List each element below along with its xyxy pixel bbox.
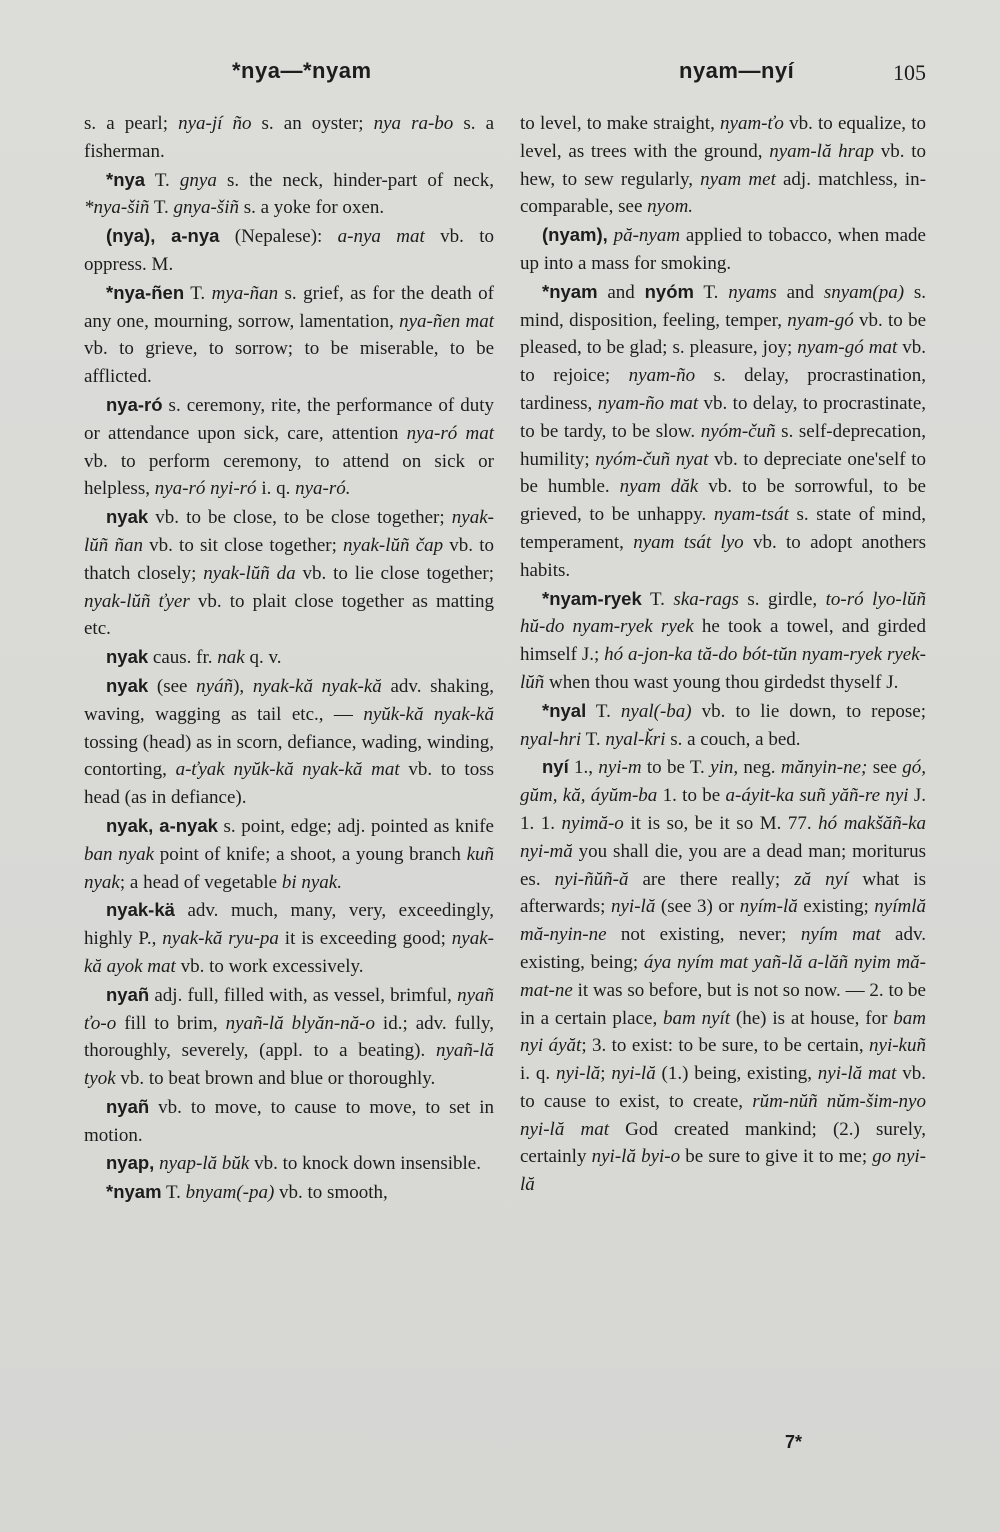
- entry-text: ; a head of vegetable: [119, 871, 282, 893]
- entry-term: nyam dăk: [619, 476, 699, 498]
- entry-term: bam nyi áyăt: [520, 1007, 926, 1057]
- entry-text: (see: [148, 675, 197, 697]
- dictionary-entry: [84, 503, 494, 643]
- entry-text: J. 1. 1.: [520, 785, 926, 834]
- entry-text: neg.: [738, 757, 781, 779]
- entry-text: i. q.: [256, 478, 296, 500]
- entry-text: T.: [145, 169, 180, 191]
- entry-term: nyak-kă nyak-kă: [252, 675, 382, 697]
- entry-text: it is exceeding good;: [278, 928, 452, 950]
- entry-text: caus. fr.: [148, 647, 218, 669]
- right-column: [520, 110, 926, 1199]
- entry-text: (Nepalese):: [219, 226, 338, 248]
- entry-text: vb. to work excessively.: [175, 955, 364, 977]
- entry-text: T.: [161, 1182, 186, 1204]
- entry-headword: *nyal: [542, 699, 587, 721]
- dictionary-entry: [84, 812, 494, 896]
- entry-text: to be T.: [641, 757, 711, 779]
- entry-text: be sure to give it to me;: [680, 1146, 873, 1168]
- entry-term: nyañ ťo-o: [84, 984, 494, 1034]
- dictionary-entry: [84, 981, 494, 1093]
- entry-text: it is so, be it so M. 77.: [623, 812, 819, 834]
- running-head-right: nyam—nyí: [679, 58, 795, 83]
- entry-term: nya-ñen mat: [399, 310, 494, 332]
- entry-term: mănyin-ne;: [780, 757, 868, 779]
- entry-term: nyak-lŭñ čap: [343, 534, 444, 556]
- entry-term: nyóm-čuñ nyat: [595, 448, 709, 470]
- entry-text: vb. to grieve, to sorrow; to be miserable, to be afflicted.: [84, 338, 494, 388]
- dictionary-entry: [84, 672, 494, 812]
- entry-text: vb. to sit close together;: [142, 534, 344, 556]
- dictionary-entry: [520, 278, 926, 585]
- entry-headword: nyak: [106, 506, 149, 528]
- entry-headword: nyañ: [106, 983, 150, 1005]
- entry-text: vb. to move, to cause to move, to set in motion.: [84, 1096, 494, 1146]
- dictionary-entry: [84, 1093, 494, 1150]
- entry-text: what is afterwards;: [520, 868, 926, 918]
- entry-text: adj. full, filled with, as vessel, brimful,: [149, 984, 458, 1006]
- entry-term: nyal-hri: [520, 728, 582, 750]
- entry-term: nyi-lă byi-o: [591, 1146, 681, 1168]
- entry-term: nya ra-bo: [373, 113, 454, 134]
- dictionary-entry: [520, 110, 926, 221]
- entry-text: s. a couch, a bed.: [665, 728, 801, 750]
- dictionary-entry: [84, 110, 494, 166]
- entry-headword: nyak: [106, 674, 149, 696]
- entry-text: vb. to cause to exist, to create,: [520, 1063, 927, 1112]
- entry-headword: nyak-kä: [106, 899, 175, 921]
- entry-term: gnya-šiñ: [173, 197, 239, 219]
- entry-term: nyi-lă: [611, 896, 656, 918]
- entry-term: nyi-ñŭñ-ă: [554, 868, 629, 890]
- entry-text: T.: [586, 700, 621, 722]
- entry-term: nyak-lŭñ ñan: [84, 507, 494, 556]
- entry-term: ska-rags: [673, 588, 739, 610]
- entry-headword: *nya: [106, 168, 146, 190]
- entry-text: vb. to smooth,: [274, 1182, 388, 1204]
- entry-headword: nyak, a-nyak: [106, 814, 218, 836]
- entry-text: vb. to be sorrowful, to be grieved, to be unhappy.: [520, 476, 926, 526]
- entry-text: q. v.: [244, 647, 282, 669]
- entry-term: mya-ñan: [211, 282, 279, 304]
- entry-term: nyak-kă ayok mat: [84, 928, 494, 977]
- entry-text: s. state of mind, temperament,: [520, 504, 926, 553]
- entry-headword: (nya), a-nya: [106, 225, 220, 247]
- entry-term: nyam-ño mat: [597, 392, 699, 414]
- entry-text: God created mankind; (2.) surely, certainly: [520, 1118, 926, 1168]
- entry-term: go nyi-lă: [520, 1146, 926, 1196]
- entry-text: vb. to hew, to sew regularly,: [520, 140, 927, 190]
- entry-text: s. a fisherman.: [84, 113, 495, 162]
- dictionary-entry: [520, 697, 926, 754]
- entry-term: nya-ró nyi-ró: [154, 478, 257, 500]
- entry-text: vb. to rejoice;: [520, 337, 927, 387]
- entry-text: existing;: [797, 896, 875, 918]
- entry-text: vb. to beat brown and blue or thoroughly.: [115, 1068, 436, 1090]
- entry-text: vb. to be pleased, to be glad; s. pleasure, joy;: [520, 309, 927, 359]
- entry-text: fill to brim,: [116, 1012, 226, 1034]
- entry-text: id.; adv. fully, thoroughly, severely, (appl. to a beating).: [84, 1012, 494, 1062]
- entry-text: are there really;: [628, 868, 795, 890]
- entry-text: T.: [581, 728, 606, 750]
- entry-term: nyi-kuñ: [869, 1035, 926, 1057]
- entry-term: nyam tsát lyo: [633, 531, 744, 553]
- entry-text: ; 3. to exist: to be sure, to be certain,: [581, 1035, 870, 1057]
- entry-term: nyím mat: [800, 924, 881, 946]
- entry-text: adv. much, many, very, exceedingly, highly P.,: [84, 900, 494, 950]
- entry-text: s. an oyster;: [251, 113, 374, 134]
- entry-text: T.: [693, 281, 729, 303]
- entry-term: nyañ-lă blyăn-nă-o: [225, 1012, 375, 1034]
- entry-term: nyam met: [700, 168, 776, 190]
- entry-term: nyi-lă: [555, 1063, 601, 1085]
- entry-term: nyap-lă bŭk: [159, 1153, 250, 1175]
- entry-term: ban nyak: [84, 843, 155, 865]
- entry-term: nyam-gó: [787, 309, 854, 331]
- entry-term: áya nyím mat yañ-lă a-lăñ nyim mă-mat-ne: [520, 951, 927, 1001]
- dictionary-entry: [84, 391, 494, 503]
- entry-text: it was so before, but is not so now. — 2. to be in a certain place,: [520, 979, 926, 1029]
- entry-term: nyi-m: [598, 757, 642, 779]
- entry-term: rŭm-nŭñ nŭm-šim-nyo nyi-lă mat: [520, 1090, 926, 1140]
- entry-text: T.: [149, 197, 174, 219]
- entry-text: 1. to be: [657, 785, 726, 807]
- entry-text: T.: [184, 282, 212, 304]
- dictionary-entry: [520, 753, 926, 1199]
- entry-term: hó a-jon-ka tă-do bót-tŭn nyam-ryek ryek-lŭñ: [520, 644, 926, 693]
- entry-term: to-ró lyo-lŭñ hŭ-do nyam-ryek ryek: [520, 588, 926, 638]
- entry-term: nyŭk-kă nyak-kă: [363, 703, 494, 725]
- entry-text: adv. existing, being;: [520, 924, 927, 973]
- entry-text: tossing (head) as in scorn, defiance, wading, winding, contorting,: [84, 731, 494, 781]
- entry-text: when thou wast young thou girdedst thyself J.: [544, 671, 899, 693]
- entry-text: s. grief, as for the death of any one, mourning, sorrow, lamentation,: [84, 282, 494, 332]
- entry-text: vb. to knock down insensible.: [249, 1153, 481, 1175]
- entry-headword: (nyam),: [542, 224, 608, 246]
- entry-headword: *nyam: [106, 1181, 162, 1203]
- entry-term: bnyam(-pa): [185, 1182, 275, 1204]
- entry-headword: nyak: [106, 646, 149, 668]
- dictionary-entry: [84, 222, 494, 279]
- entry-text: 1.,: [568, 757, 599, 779]
- entry-term: nak: [217, 647, 245, 669]
- entry-term: pă-nyam: [613, 225, 681, 247]
- entry-term: nyóm-čuñ: [700, 420, 776, 442]
- entry-headword: nyí: [542, 756, 569, 778]
- entry-text: he took a towel, and girded himself J.;: [520, 616, 926, 666]
- entry-term: nyam-ťo: [720, 113, 784, 134]
- entry-term: nyam-tsát: [713, 504, 789, 526]
- entry-term: nyáñ: [196, 675, 234, 697]
- entry-headword: *nya-ñen: [106, 281, 185, 303]
- dictionary-entry: [84, 896, 494, 980]
- entry-text: vb. to adopt anothers habits.: [520, 531, 926, 581]
- running-head-left: *nya—*nyam: [232, 58, 372, 83]
- entry-text: ;: [600, 1063, 612, 1085]
- entry-text: s. self-deprecation, humility;: [520, 420, 926, 470]
- entry-term: ză nyí: [794, 868, 849, 890]
- entry-term: a-áyit-ka suñ yăñ-re nyi: [725, 785, 909, 807]
- entry-term: nyom.: [647, 196, 694, 218]
- entry-term: a-ťyak nyŭk-kă nyak-kă mat: [175, 759, 400, 781]
- entry-term: nyak-lŭñ da: [203, 562, 296, 584]
- dictionary-entry: [520, 585, 926, 697]
- entry-term: nyimă-o: [561, 812, 624, 834]
- entry-text: vb. to depreciate one'self to be humble.: [520, 448, 926, 498]
- entry-text: (see 3) or: [655, 896, 740, 918]
- entry-text: vb. to toss head (as in defiance).: [84, 759, 494, 809]
- entry-term: a-nya mat: [337, 226, 425, 248]
- entry-text: (1.) being, existing,: [655, 1063, 818, 1085]
- entry-text: see: [867, 757, 903, 779]
- entry-term: nyams: [728, 281, 777, 303]
- entry-text: vb. to delay, to procrastinate, to be tardy, to be slow.: [520, 392, 926, 442]
- entry-term: nyam-gó mat: [797, 337, 898, 359]
- entry-text: vb. to plait close together as matting etc.: [84, 590, 494, 640]
- entry-term: snyam(pa): [823, 281, 905, 303]
- entry-text: s. mind, disposition, feeling, temper,: [520, 281, 927, 331]
- entry-term: gnya: [179, 169, 217, 191]
- entry-text: s. ceremony, rite, the performance of duty or attendance upon sick, care, attention: [84, 394, 494, 444]
- entry-term: nyím-lă: [739, 896, 798, 918]
- entry-text: and: [597, 281, 645, 303]
- entry-text: vb. to perform ceremony, to attend on sick or helpless,: [84, 450, 494, 500]
- entry-headword: nya-ró: [106, 393, 163, 415]
- entry-term: nyañ-lă tyok: [84, 1040, 494, 1090]
- entry-headword: *nyam: [542, 280, 598, 302]
- entry-text: and: [776, 281, 824, 303]
- entry-term: yin,: [710, 757, 739, 779]
- entry-text: (he) is at house, for: [730, 1007, 894, 1029]
- entry-text: vb. to lie down, to repose;: [691, 700, 926, 722]
- entry-term: nyak-lŭñ ťyer: [84, 590, 190, 612]
- dictionary-entry: [520, 221, 926, 278]
- entry-text: s. the neck, hinder-part of neck,: [216, 169, 494, 191]
- entry-term: nyak-kă ryu-pa: [162, 928, 279, 950]
- entry-text: vb. to oppress. M.: [84, 226, 495, 275]
- entry-text: adv. shaking, waving, wagging as tail etc., —: [84, 675, 494, 725]
- entry-text: you shall die, you are a dead man; moriturus es.: [520, 840, 926, 890]
- entry-text: s. a pearl;: [84, 113, 179, 134]
- entry-term: hó makšăñ-ka nyi-mă: [520, 812, 927, 862]
- entry-text: not existing, never;: [606, 924, 801, 946]
- entry-term: nyal(-ba): [620, 700, 692, 722]
- entry-text: vb. to equalize, to level, as trees with the ground,: [520, 113, 926, 162]
- entry-term: nyam-lă hrap: [769, 140, 875, 162]
- left-column: [84, 110, 494, 1207]
- entry-headword: nyóm: [644, 280, 694, 302]
- entry-term: nyi-lă: [611, 1063, 656, 1085]
- entry-term: gó, gŭm, kă, áyŭm-ba: [520, 757, 926, 807]
- dictionary-entry: [84, 643, 494, 672]
- entry-text: vb. to lie close together;: [295, 562, 494, 584]
- entry-term: nyal-ǩri: [605, 728, 666, 750]
- entry-term: nyi-lă mat: [817, 1063, 897, 1085]
- entry-term: nya-jí ño: [178, 113, 252, 134]
- entry-text: s. girdle,: [738, 588, 826, 610]
- entry-text: s. delay, procrastination, tardiness,: [520, 365, 926, 414]
- entry-text: applied to tobacco, when made up into a mass for smoking.: [520, 225, 926, 274]
- dictionary-entry: [84, 1149, 494, 1178]
- page-number: 105: [893, 60, 926, 85]
- entry-term: nyímlă mă-nyin-ne: [520, 896, 926, 946]
- entry-text: T.: [641, 588, 674, 610]
- entry-text: to level, to make straight,: [520, 113, 721, 134]
- entry-term: bam nyít: [663, 1007, 731, 1029]
- entry-term: kuñ nyak: [84, 843, 495, 893]
- entry-term: nya-ró mat: [406, 422, 495, 444]
- entry-text: vb. to be close, to be close together;: [148, 507, 452, 529]
- entry-text: i. q.: [520, 1063, 556, 1085]
- entry-term: *nya-šiñ: [84, 197, 150, 219]
- entry-text: vb. to thatch closely;: [84, 534, 494, 584]
- dictionary-entry: [84, 279, 494, 391]
- entry-headword: nyañ: [106, 1095, 150, 1117]
- signature-mark: 7*: [785, 1432, 803, 1452]
- entry-text: ),: [233, 675, 253, 697]
- dictionary-entry: [84, 166, 494, 223]
- entry-term: bi nyak.: [281, 871, 342, 893]
- entry-text: s. point, edge; adj. pointed as knife: [217, 815, 494, 837]
- entry-text: adj. matchless, incomparable, see: [520, 168, 927, 218]
- entry-text: s. a yoke for oxen.: [238, 197, 385, 219]
- entry-text: point of knife; a shoot, a young branch: [154, 843, 467, 865]
- entry-headword: nyap,: [106, 1152, 155, 1174]
- entry-term: nyam-ño: [628, 365, 696, 387]
- entry-headword: *nyam-ryek: [542, 587, 642, 609]
- dictionary-entry: [84, 1178, 494, 1207]
- entry-term: nya-ró.: [295, 478, 351, 500]
